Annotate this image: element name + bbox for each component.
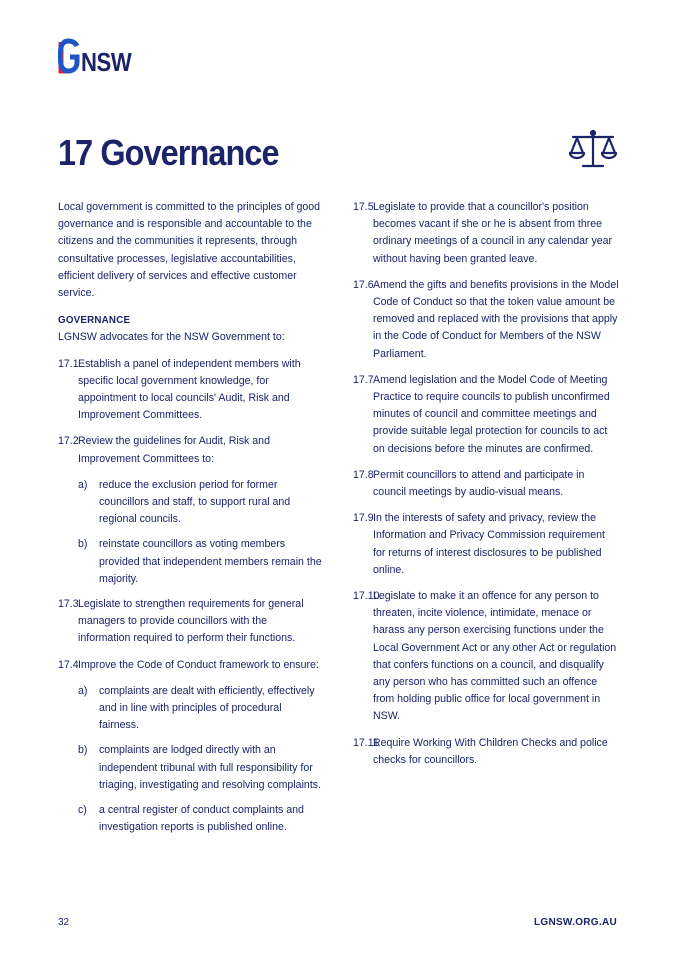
section-lead: LGNSW advocates for the NSW Government to: xyxy=(58,331,285,344)
sub-item-text: a central register of conduct complaints and investigation reports is published online. xyxy=(99,804,304,834)
lgnsw-logo xyxy=(58,38,140,75)
intro-paragraph: Local government is committed to the principles of good governance and is responsible and accountable to the citizens and the communities it represents, through consultative processes, legislative accountabilities, efficient delivery of services and effective customer service. xyxy=(58,201,321,300)
sub-item-text: reinstate councillors as voting members provided that independent members remain the majority. xyxy=(99,538,322,585)
item-text: Legislate to strengthen requirements for general managers to provide councillors with the information required to perform their functions. xyxy=(78,598,304,645)
item-text: Review the guidelines for Audit, Risk and Improvement Committees to: xyxy=(78,435,270,465)
scales-of-justice-icon xyxy=(568,128,618,170)
list-item xyxy=(353,735,619,769)
sub-item-text: reduce the exclusion period for former councillors and staff, to support rural and regional councils. xyxy=(99,478,291,526)
sub-item-label: a) xyxy=(78,684,88,697)
list-item xyxy=(353,467,619,501)
item-text: Amend legislation and the Model Code of Meeting Practice to require councils to publish unconfirmed minutes of council and committee meetings and provide suitable legal protection for councils to act on decisions before the minutes are confirmed. xyxy=(373,373,610,455)
logo-text: NSW xyxy=(81,47,132,77)
sub-item-text: complaints are dealt with efficiently, effectively and in line with principles of procedural fairness. xyxy=(99,684,315,732)
sub-item-label: b) xyxy=(78,744,88,757)
item-number: 17.8 xyxy=(353,468,374,481)
list-item xyxy=(58,596,322,648)
sub-list-item xyxy=(58,683,322,735)
footer-url-link[interactable]: LGNSW.ORG.AU xyxy=(533,917,617,928)
item-number: 17.4 xyxy=(58,658,79,671)
right-column xyxy=(353,199,619,778)
item-text: Improve the Code of Conduct framework to ensure: xyxy=(78,658,319,671)
sub-item-text: complaints are lodged directly with an independent tribunal with full responsibility for triaging, investigating and resolving complaints. xyxy=(99,744,322,791)
sub-item-label: c) xyxy=(78,804,87,817)
page-title: 17 Governance xyxy=(58,132,279,173)
item-text: Amend the gifts and benefits provisions in the Model Code of Conduct so that the token value amount be removed and replaced with the provisions that apply in the Code of Conduct for Members of the NSW Parliament. xyxy=(373,278,619,360)
item-number: 17.3 xyxy=(58,598,79,611)
list-item xyxy=(353,510,619,579)
item-number: 17.6 xyxy=(353,278,374,291)
item-number: 17.10 xyxy=(353,590,380,603)
item-text: Legislate to make it an offence for any person to threaten, incite violence, intimidate, menace or harass any person exercising functions under the Local Government Act or any other Act or regulation that confers functions on a council, and disqualify any person who has committed such an offence from holding public office for local government in NSW. xyxy=(373,590,617,723)
item-text: Legislate to provide that a councillor's position becomes vacant if she or he is absent from three ordinary meetings of a council in any calendar year without having been granted leave. xyxy=(373,201,613,265)
item-text: In the interests of safety and privacy, review the Information and Privacy Commission requirement for returns of interest disclosures to be published online. xyxy=(373,512,605,576)
item-text: Permit councillors to attend and participate in council meetings by audio-visual means. xyxy=(373,468,585,499)
sub-list-item xyxy=(58,802,322,836)
list-item xyxy=(58,433,322,467)
list-item xyxy=(353,277,619,363)
left-column xyxy=(58,199,322,845)
sub-item-label: a) xyxy=(78,478,88,491)
item-number: 17.2 xyxy=(58,435,79,448)
sub-item-label: b) xyxy=(78,538,88,551)
page-number: 32 xyxy=(58,917,70,928)
item-number: 17.11 xyxy=(353,736,379,749)
list-item xyxy=(58,356,322,425)
list-item xyxy=(58,657,322,674)
sub-list xyxy=(58,477,322,588)
item-number: 17.9 xyxy=(353,512,374,525)
item-number: 17.1 xyxy=(58,357,79,370)
sub-list xyxy=(58,683,322,837)
item-number: 17.7 xyxy=(353,373,374,386)
sub-list-item xyxy=(58,536,322,588)
list-item xyxy=(353,588,619,726)
lg-logo-mark-icon xyxy=(58,38,80,75)
item-number: 17.5 xyxy=(353,201,374,213)
item-text: Establish a panel of independent members with specific local government knowledge, for appointment to local councils' Audit, Risk and Improvement Committees. xyxy=(78,357,301,422)
sub-list-item xyxy=(58,742,322,794)
item-text: Require Working With Children Checks and police checks for councillors. xyxy=(373,736,608,766)
list-item xyxy=(353,199,619,268)
sub-list-item xyxy=(58,477,322,529)
list-item xyxy=(353,372,619,458)
section-heading: GOVERNANCE xyxy=(58,315,131,327)
